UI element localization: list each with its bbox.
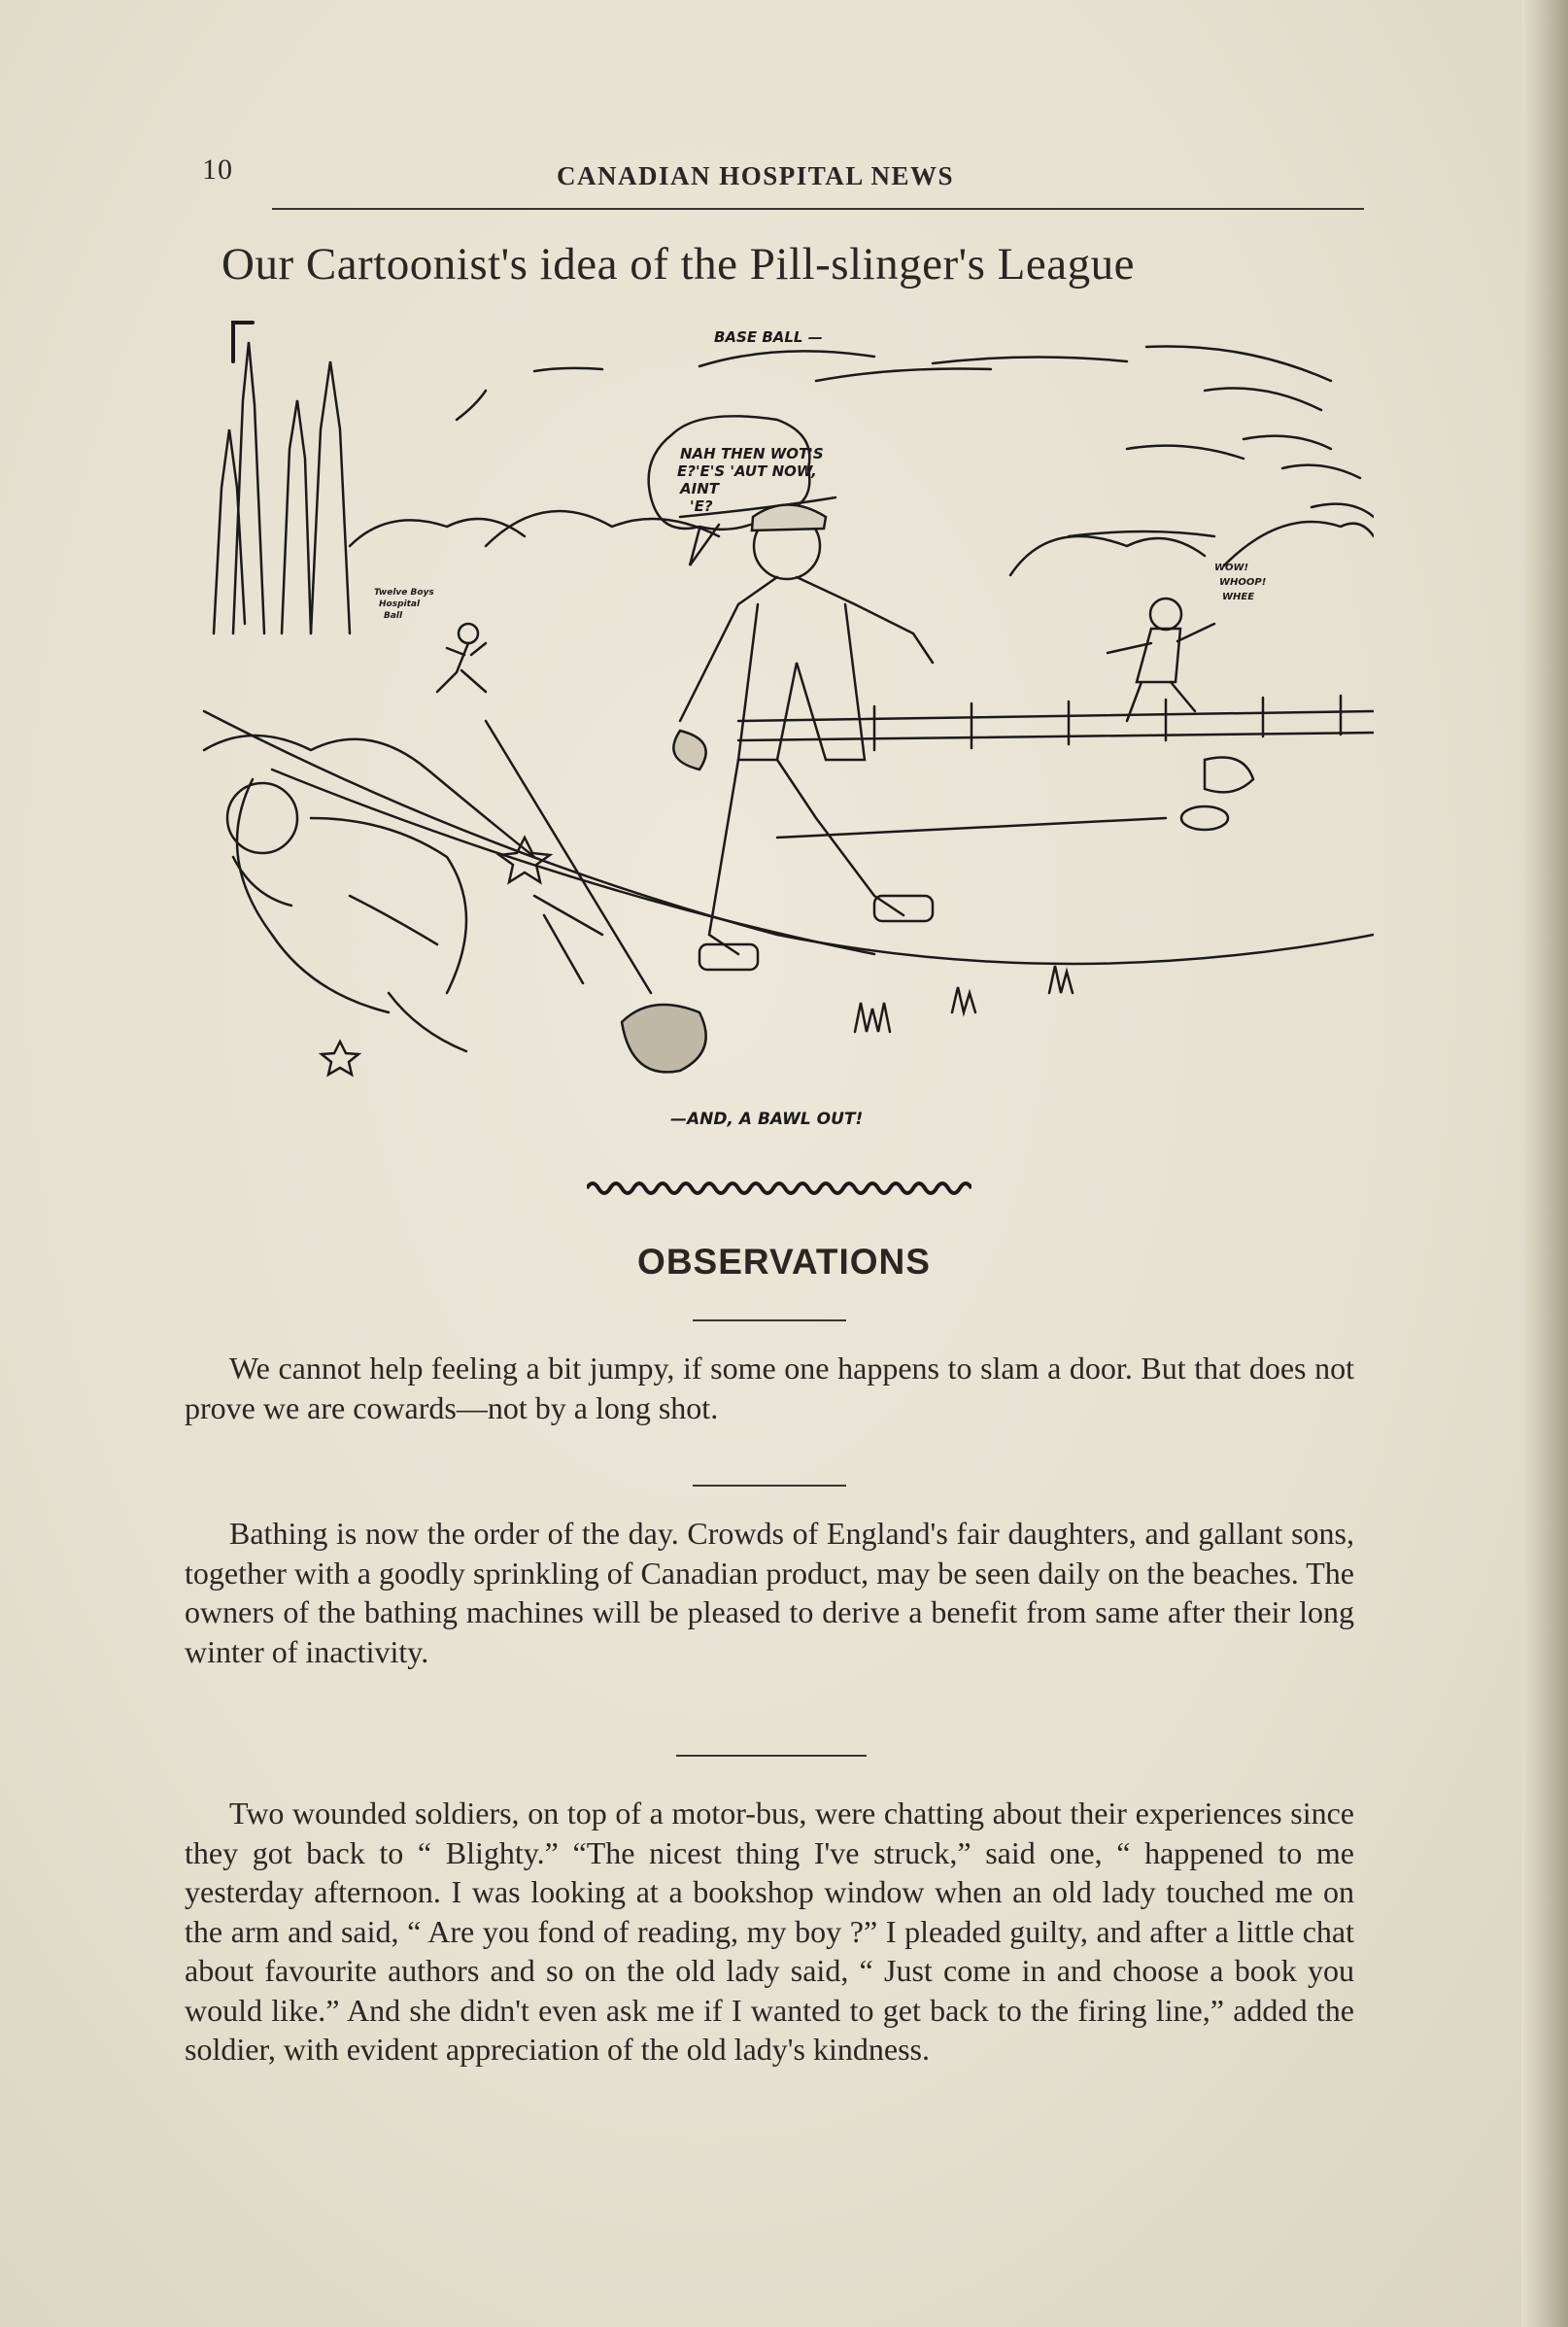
fence-sign-2: Hospital (379, 599, 421, 609)
cartoon-title: Our Cartoonist's idea of the Pill-slinger's League (222, 239, 1135, 290)
page-header (202, 154, 1364, 200)
exclaim-2: WHOOP! (1219, 577, 1267, 588)
cartoon-label-base-ball: BASE BALL — (714, 328, 823, 346)
observation-paragraph-1: We cannot help feeling a bit jumpy, if some one happens to slam a door. But that does not prove we are cowards—not by a long shot. (185, 1351, 1354, 1425)
decorative-squiggle-divider (587, 1178, 971, 1199)
header-rule (272, 208, 1364, 210)
page-edge-shadow (1521, 0, 1568, 2327)
paragraph-divider-2 (676, 1755, 867, 1757)
speech-line-1: NAH THEN WOT'S (680, 445, 824, 462)
speech-line-2: E?'E'S 'AUT NOW, (677, 462, 817, 480)
fence-sign-3: Ball (384, 611, 403, 621)
section-heading-observations: OBSERVATIONS (637, 1242, 931, 1282)
page-number: 10 (202, 154, 233, 186)
speech-line-4: 'E? (690, 497, 713, 515)
paragraph-divider-1 (693, 1485, 846, 1487)
heading-rule (693, 1319, 846, 1321)
observation-paragraph-2: Bathing is now the order of the day. Crowds of England's fair daughters, and gallant sons, together with a goodly sprinkling of Canadian product, may be seen daily on the beaches. The owners of the bathing machines will be pleased to derive a benefit from same after their long winter of inactivity. (185, 1516, 1354, 1669)
fence-sign-1: Twelve Boys (374, 588, 434, 598)
baseball-cartoon-illustration (194, 313, 1374, 1146)
speech-line-3: AINT (680, 480, 719, 497)
observation-paragraph-3: Two wounded soldiers, on top of a motor-bus, were chatting about their experiences since they got back to “ Blighty.” “The nicest thing I've struck,” said one, “ happened to me yesterday afternoon. I was looking at a bookshop window when an old lady touched me on the arm and said, “ Are you fond of reading, my boy ?” I pleaded guilty, and after a little chat about favourite authors and so on the old lady said, “ Just come in and choose a book you would like.” And she didn't even ask me if I wanted to get back to the firing line,” added the soldier, with evident appreciation of the old lady's kindness. (185, 1796, 1354, 2067)
exclaim-1: WOW! (1214, 563, 1249, 573)
cartoon-caption: —AND, A BAWL OUT! (670, 1110, 864, 1129)
exclaim-3: WHEE (1222, 592, 1255, 602)
running-head: CANADIAN HOSPITAL NEWS (557, 161, 955, 190)
